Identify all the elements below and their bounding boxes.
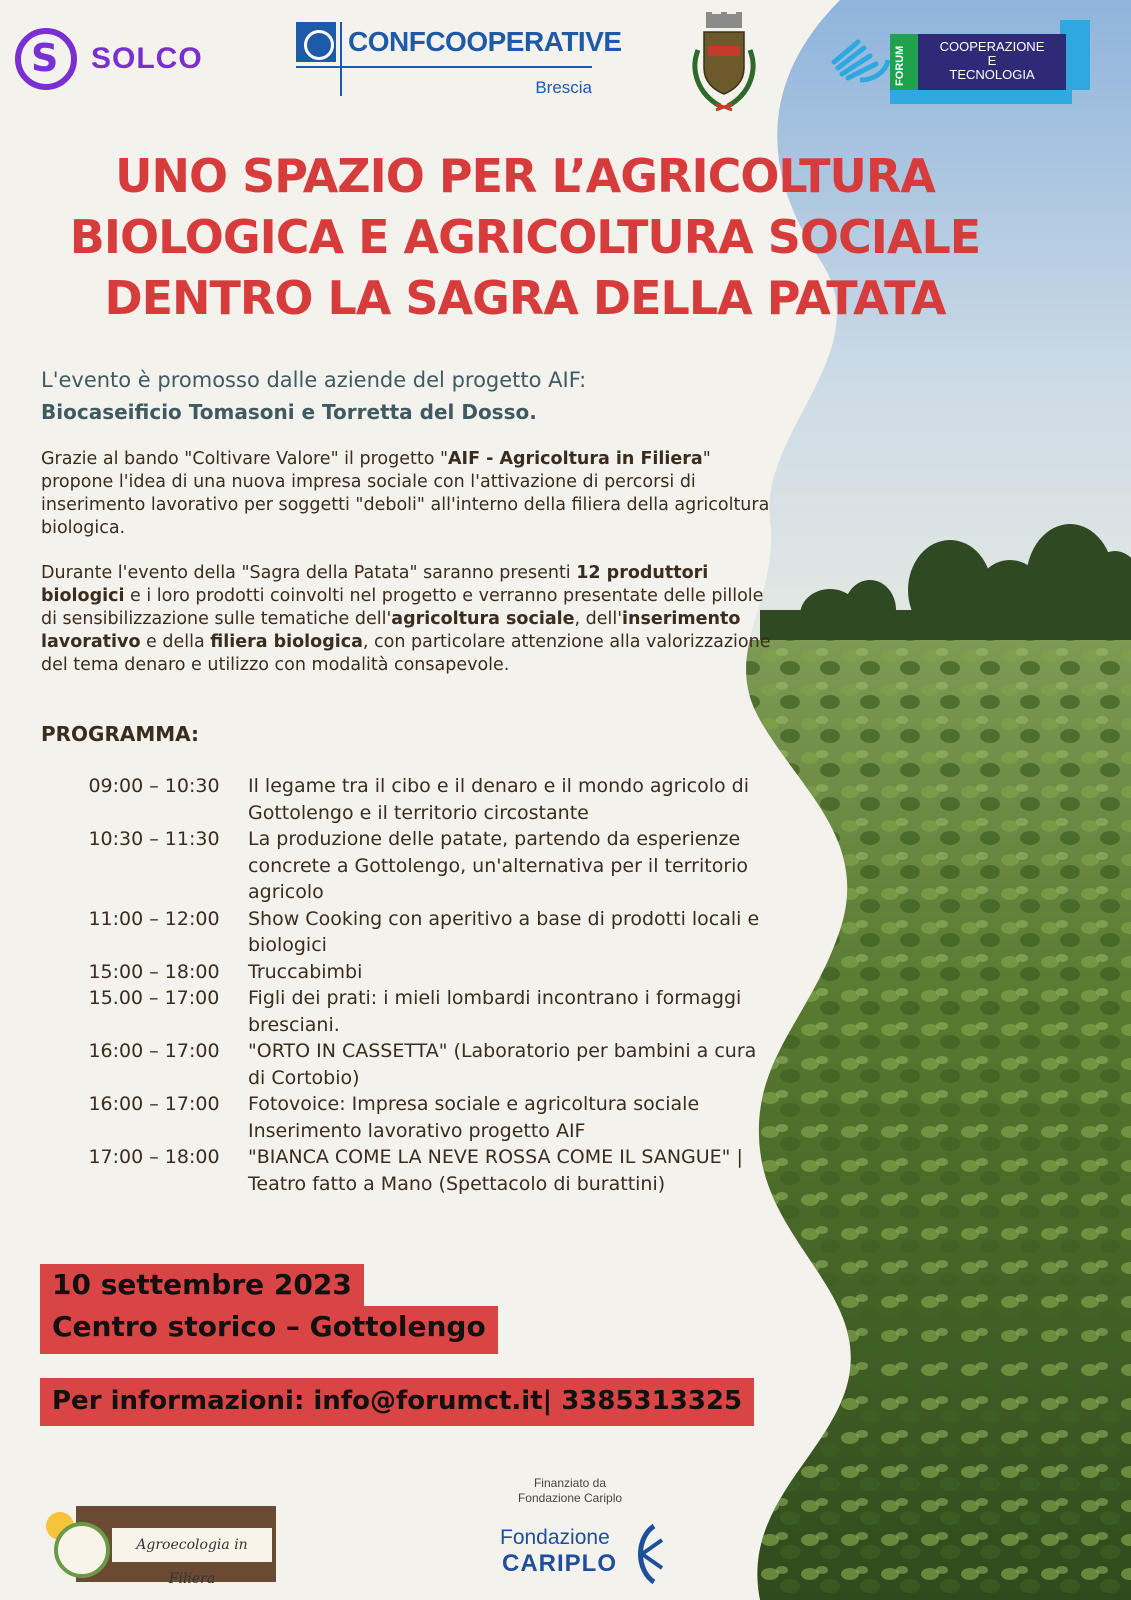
cariplo-line-1: Fondazione: [500, 1526, 610, 1549]
schedule-row: 11:00 – 12:00 Show Cooking con aperitivo a base di prodotti locali e biologici: [88, 907, 760, 956]
hand-icon: [830, 28, 890, 88]
forum-cooperazione-tecnologia-logo: [830, 18, 1092, 106]
sprout-icon: [54, 1522, 110, 1578]
confcooperative-city: Brescia: [535, 78, 592, 97]
forum-line-1: COOPERAZIONE: [939, 39, 1045, 54]
schedule-row: 10:30 – 11:30 La produzione delle patate, partendo da esperienze concrete a Gottolengo, un'alternativa per il territorio agricolo: [88, 828, 749, 903]
contact-info: Per informazioni: info@forumct.it| 3385313325: [40, 1378, 754, 1426]
paragraph-event: Durante l'evento della "Sagra della Patata" saranno presenti 12 produttori biologici e i loro prodotti coinvolti nel progetto e verranno presentate delle pillole di sensibilizzazione sulle tematiche dell'agricoltura sociale, dell'inserimento lavorativo e della filiera biologica, con particolare attenzione alla valorizzazione del tema denaro e utilizzo con modalità consapevole.: [41, 563, 771, 675]
cariplo-mark-icon: [628, 1522, 668, 1586]
schedule-row: 15.00 – 17:00 Figli dei prati: i mieli lombardi incontrano i formaggi bresciani.: [88, 987, 742, 1036]
companies-text: Biocaseificio Tomasoni e Torretta del Dosso.: [41, 400, 537, 424]
schedule-row: 15:00 – 18:00 Truccabimbi: [88, 960, 363, 983]
title-line-1: UNO SPAZIO PER L’AGRICOLTURA: [115, 149, 935, 203]
forum-side-label: FORUM: [894, 45, 906, 86]
fondazione-cariplo-logo: [500, 1522, 680, 1586]
cariplo-line-2: CARIPLO: [502, 1550, 617, 1577]
paragraph-project: Grazie al bando "Coltivare Valore" il progetto "AIF - Agricoltura in Filiera" propone l'idea di una nuova impresa sociale con l'attivazione di percorsi di inserimento lavorativo per soggetti "deboli" all'interno della filiera della agricoltura biologica.: [41, 449, 770, 538]
event-place: Centro storico – Gottolengo: [40, 1306, 498, 1354]
solco-s-icon: S: [15, 28, 77, 90]
agroecologia-logo: [46, 1504, 278, 1587]
confcooperative-logo: [296, 22, 622, 98]
forum-line-3: TECNOLOGIA: [949, 67, 1035, 82]
municipal-crest-icon: [684, 10, 764, 116]
event-date: 10 settembre 2023: [40, 1264, 364, 1308]
forum-line-2: E: [987, 53, 997, 68]
confcooperative-wordmark: CONFCOOPERATIVE: [348, 26, 622, 57]
schedule-list: [60, 773, 760, 1197]
confcooperative-mark-icon: [296, 22, 336, 62]
solco-logo: [15, 28, 203, 90]
programma-heading: PROGRAMMA:: [41, 722, 200, 746]
schedule-row: 17:00 – 18:00 "BIANCA COME LA NEVE ROSSA COME IL SANGUE" | Teatro fatto a Mano (Spettacolo di burattini): [88, 1146, 743, 1195]
page-title: [40, 146, 1010, 329]
solco-wordmark: SOLCO: [91, 42, 203, 75]
schedule-row: 16:00 – 17:00 "ORTO IN CASSETTA" (Laboratorio per bambini a cura di Cortobio): [88, 1040, 757, 1089]
promoted-by-text: L'evento è promosso dalle aziende del progetto AIF:: [41, 368, 587, 392]
agroecologia-label: Agroecologia in Filiera: [112, 1528, 272, 1562]
funded-by-text: Finanziato da Fondazione Cariplo: [517, 1476, 623, 1505]
title-line-2: BIOLOGICA E AGRICOLTURA SOCIALE: [69, 210, 981, 264]
schedule-row: 16:00 – 17:00 Fotovoice: Impresa sociale e agricoltura sociale Inserimento lavorativo progetto AIF: [88, 1093, 700, 1142]
title-line-3: DENTRO LA SAGRA DELLA PATATA: [104, 271, 946, 325]
schedule-row: 09:00 – 10:30 Il legame tra il cibo e il denaro e il mondo agricolo di Gottolengo e il territorio circostante: [88, 775, 750, 824]
